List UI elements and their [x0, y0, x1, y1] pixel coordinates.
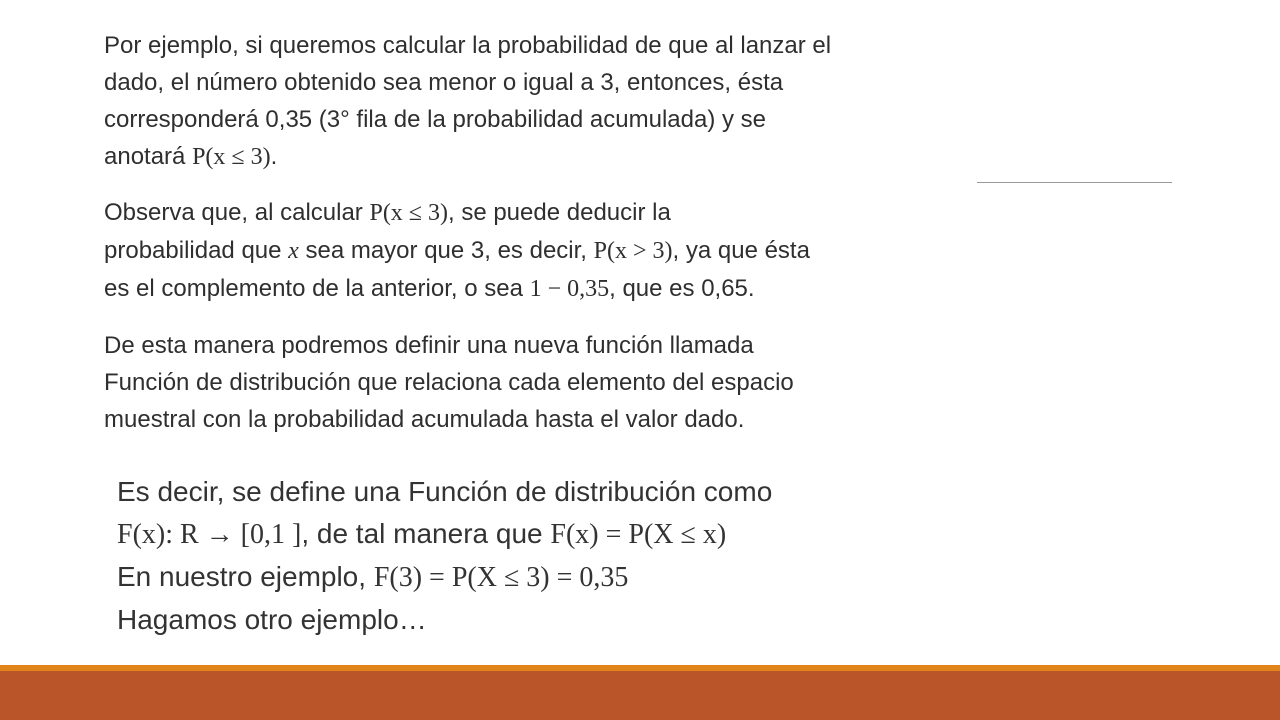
- text-line: De esta manera podremos definir una nueva función llamada: [104, 332, 754, 359]
- text-line: [104, 232, 810, 270]
- text-line: Hagamos otro ejemplo…: [117, 604, 427, 635]
- text-line: [104, 138, 831, 176]
- text-line: [104, 194, 810, 232]
- math-example-value: F(3) = P(X ≤ 3) = 0,35: [373, 562, 629, 593]
- text-segment: .: [270, 143, 278, 170]
- text-line: corresponderá 0,35 (3° fila de la probabilidad acumulada) y se: [104, 106, 766, 133]
- text-line: Por ejemplo, si queremos calcular la probabilidad de que al lanzar el: [104, 32, 832, 59]
- math-function-mapping: F(x): R → [0,1 ]: [117, 519, 302, 550]
- paragraph-distribution-function: [104, 327, 794, 438]
- text-line: muestral con la probabilidad acumulada hasta el valor dado.: [104, 406, 745, 433]
- text-line: [117, 513, 772, 556]
- text-line: Es decir, se define una Función de distribución como: [117, 476, 773, 507]
- decorative-rule: [977, 182, 1172, 183]
- text-segment: anotará: [104, 143, 193, 170]
- math-complement: 1 − 0,35: [529, 276, 610, 302]
- text-segment: probabilidad que: [104, 237, 289, 264]
- text-line: [117, 556, 772, 599]
- text-line: Función de distribución que relaciona cada elemento del espacio: [104, 369, 794, 396]
- math-probability-le-3: P(x ≤ 3): [369, 200, 448, 226]
- text-line: dado, el número obtenido sea menor o igual a 3, entonces, ésta: [104, 69, 784, 96]
- math-distribution-definition: F(x) = P(X ≤ x): [550, 519, 727, 550]
- text-segment: es el complemento de la anterior, o sea: [104, 275, 530, 302]
- text-segment: En nuestro ejemplo,: [117, 561, 374, 592]
- math-probability-gt-3: P(x > 3): [593, 238, 673, 264]
- paragraph-example-dice: [104, 27, 831, 176]
- text-line: [104, 270, 810, 308]
- text-segment: Observa que, al calcular: [104, 199, 370, 226]
- math-variable-x: [288, 238, 299, 264]
- text-segment: , de tal manera que: [301, 518, 551, 549]
- text-segment: , ya que ésta: [672, 237, 810, 264]
- paragraph-definition: [117, 471, 772, 641]
- math-variable: x: [288, 238, 299, 264]
- text-segment: , se puede deducir la: [447, 199, 671, 226]
- footer-band: [0, 671, 1280, 720]
- text-segment: , que es 0,65.: [609, 275, 755, 302]
- math-probability-le-3: P(x ≤ 3): [192, 144, 271, 170]
- paragraph-complement: [104, 194, 810, 308]
- text-segment: sea mayor que 3, es decir,: [298, 237, 594, 264]
